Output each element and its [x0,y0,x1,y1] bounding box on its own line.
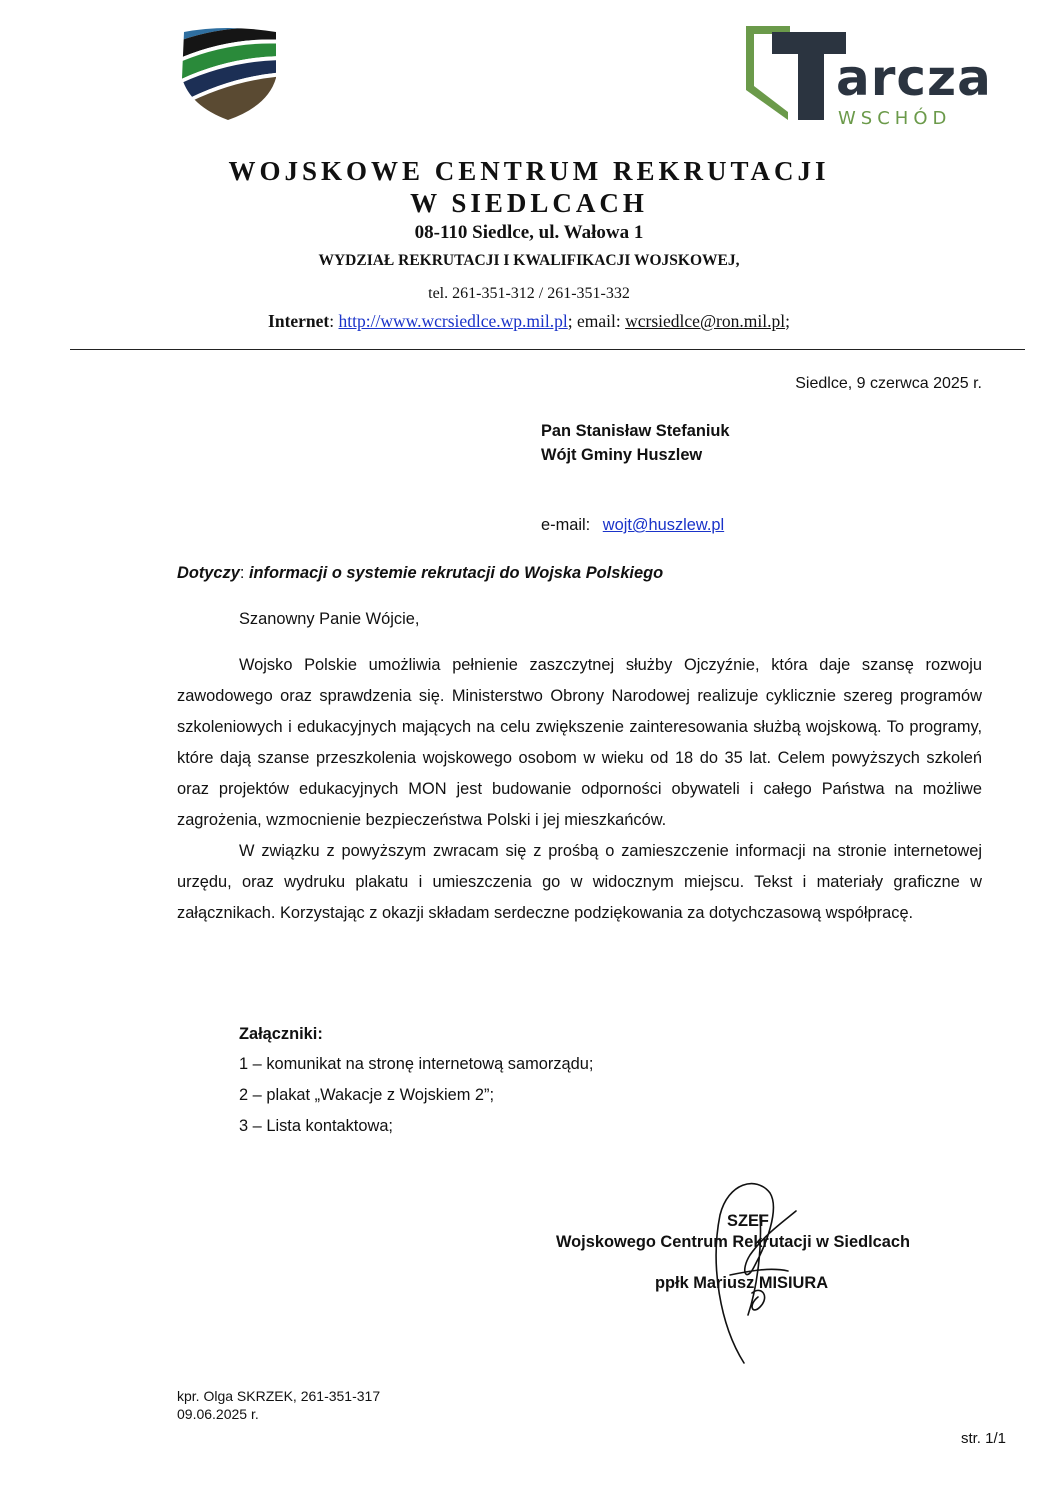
signature-role: SZEF [727,1212,769,1230]
attachments-label: Załączniki: [239,1025,323,1043]
page-number: str. 1/1 [960,1430,1006,1447]
header-divider [70,349,1025,350]
org-phone: tel. 261-351-312 / 261-351-332 [428,285,630,302]
internet-sep: : [329,311,339,331]
salutation: Szanowny Panie Wójcie, [239,610,420,628]
website-link[interactable]: http://www.wcrsiedlce.wp.mil.pl [338,311,568,331]
recipient-email-label: e-mail: [541,516,591,534]
recipient-title: Wójt Gminy Huszlew [541,446,703,464]
paragraph-2: W związku z powyższym zwracam się z prośbą o zamieszczenie informacji na stronie internetowej urzędu, oraz wydruku plakatu i umieszczenia go w widocznym miejscu. Tekst i materiały graficzne w załącznikach. Korzystając z okazji składam serdeczne podziękowania za dotychczasową współpracę. [177,842,982,922]
subject-text: informacji o systemie rekrutacji do Wojska Polskiego [248,564,664,582]
email-end: ; [785,311,790,331]
tarcza-subtitle: WSCHÓD [838,108,952,129]
footer-date: 09.06.2025 r. [177,1406,259,1422]
attachment-item: 1 – komunikat na stronę internetową samorządu; [239,1055,594,1073]
attachments-list [239,1049,593,1142]
attachment-item: 3 – Lista kontaktowa; [239,1117,393,1135]
recipient-name: Pan Stanisław Stefaniuk [541,422,730,440]
recipient-email-line [541,515,724,535]
email-label: ; email: [567,311,626,331]
org-name-line1: WOJSKOWE CENTRUM REKRUTACJI [228,156,830,186]
org-email[interactable]: wcrsiedlce@ron.mil.pl [625,311,786,331]
tarcza-wschod-logo [742,24,992,134]
signature-name: ppłk Mariusz MISIURA [655,1274,829,1292]
org-department: WYDZIAŁ REKRUTACJI I KWALIFIKACJI WOJSKOWEJ, [318,252,740,269]
paragraph-1: Wojsko Polskie umożliwia pełnienie zaszczytnej służby Ojczyźnie, która daje szansę rozwoju zawodowego oraz sprawdzenia się. Ministerstwo Obrony Narodowej realizuje cyklicznie szereg programów szkoleniowych i edukacyjnych mających na celu zwiększenie zainteresowania służbą wojskową. To programy, które dają szanse przeszkolenia wojskowego osobom w wieku od 18 do 35 lat. Celem powyższych szkoleń oraz projektów edukacyjnych MON jest budowanie odporności obywateli i całego Państwa na możliwe zagrożenia, wzmocnienie bezpieczeństwa Polski i jej mieszkańców. [177,656,982,829]
org-contact-line [0,309,1058,333]
handwritten-signature [700,1175,810,1370]
letter-body [177,650,982,929]
recipient-email-link[interactable]: wojt@huszlew.pl [602,516,725,534]
subject-label: Dotyczy [177,564,240,582]
internet-label: Internet [268,311,330,331]
footer-author: kpr. Olga SKRZEK, 261-351-317 [177,1388,381,1404]
attachment-item: 2 – plakat „Wakacje z Wojskiem 2”; [239,1086,495,1104]
signature-unit: Wojskowego Centrum Rekrutacji w Siedlcach [556,1233,911,1251]
org-address: 08-110 Siedlce, ul. Wałowa 1 [414,222,644,243]
place-date: Siedlce, 9 czerwca 2025 r. [795,375,982,392]
tarcza-wordmark: arcza [836,49,992,107]
org-name-line2: W SIEDLCACH [410,188,648,218]
wcr-shield-logo [176,26,282,122]
subject-line: Dotyczy: informacji o systemie rekrutacji do Wojska Polskiego [177,564,664,582]
